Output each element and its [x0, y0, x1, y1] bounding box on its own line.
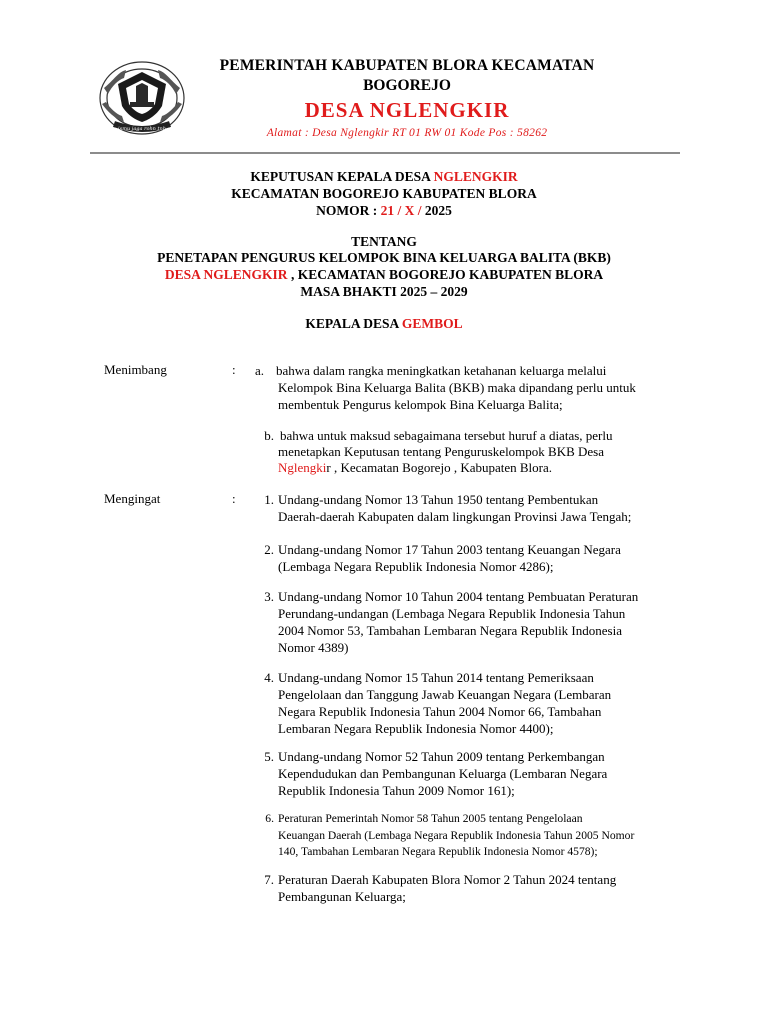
mengingat-item-number: 7.: [264, 872, 274, 887]
mengingat-item-line: Peraturan Pemerintah Nomor 58 Tahun 2005 tentang Pengelolaan: [278, 812, 583, 825]
mengingat-item-line: Keuangan Daerah (Lembaga Negara Republik Indonesia Tahun 2005 Nomor: [278, 828, 635, 842]
subject-line-2: [0, 266, 768, 283]
menimbang-a-line-1: bahwa dalam rangka meningkatkan ketahanan keluarga melalui: [276, 363, 607, 378]
mengingat-item-line: Undang-undang Nomor 17 Tahun 2003 tentang Keuangan Negara: [278, 542, 621, 557]
mengingat-item-line: Undang-undang Nomor 10 Tahun 2004 tentang Pembuatan Peraturan: [278, 589, 639, 604]
decree-kecamatan: KECAMATAN BOGOREJO KABUPATEN BLORA: [231, 186, 537, 201]
mengingat-item-line: Undang-undang Nomor 13 Tahun 1950 tentang Pembentukan: [278, 492, 599, 507]
mengingat-item-line: Kependudukan dan Pembangunan Keluarga (Lembaran Negara: [278, 766, 608, 781]
menimbang-b-rest: r , Kecamatan Bogorejo , Kabupaten Blora.: [326, 460, 553, 475]
kepala-desa-name: GEMBOL: [401, 316, 463, 331]
decree-number-prefix: NOMOR :: [316, 203, 381, 218]
government-line-2: BOGOREJO: [363, 77, 451, 94]
mengingat-item-line: Pengelolaan dan Tanggung Jawab Keuangan Negara (Lembaran: [278, 687, 612, 702]
tentang-heading: TENTANG: [351, 234, 417, 249]
menimbang-b-line-1: bahwa untuk maksud sebagaimana tersebut huruf a diatas, perlu: [280, 428, 613, 443]
village-name: DESA NGLENGKIR: [304, 98, 510, 122]
menimbang-colon: :: [232, 362, 236, 377]
mengingat-item-line: (Lembaga Negara Republik Indonesia Nomor 4286);: [278, 559, 554, 574]
mengingat-item-number: 1.: [264, 492, 274, 507]
address-line: Alamat : Desa Nglengkir RT 01 RW 01 Kode Pos : 58262: [266, 127, 548, 139]
logo-motto: ismu jaga rohn tnh: [118, 126, 166, 132]
decree-number: [0, 202, 768, 219]
menimbang-a-line-2: Kelompok Bina Keluarga Balita (BKB) maka dipandang perlu untuk: [278, 380, 636, 395]
mengingat-item-number: 3.: [264, 589, 274, 604]
mengingat-item-number: 5.: [264, 749, 274, 764]
mengingat-item-line: 2004 Nomor 53, Tambahan Lembaran Negara Republik Indonesia: [278, 623, 622, 638]
mengingat-item-line: Peraturan Daerah Kabupaten Blora Nomor 2 Tahun 2024 tentang: [278, 872, 617, 887]
menimbang-a-marker: a.: [254, 363, 264, 378]
mengingat-item-number: 6.: [265, 812, 274, 825]
mengingat-colon: :: [232, 491, 236, 506]
mengingat-label: Mengingat: [104, 491, 161, 506]
decree-title-prefix: KEPUTUSAN KEPALA DESA: [250, 169, 434, 184]
decree-number-year: 2025: [424, 203, 452, 218]
subject-village: DESA NGLENGKIR: [164, 267, 288, 282]
decree-title-village: NGLENGKIR: [433, 169, 518, 184]
mengingat-item-line: Nomor 4389): [278, 640, 349, 655]
kepala-desa-prefix: KEPALA DESA: [305, 316, 402, 331]
mengingat-item-number: 2.: [264, 542, 274, 557]
mengingat-item-line: Undang-undang Nomor 15 Tahun 2014 tentang Pemeriksaan: [278, 670, 594, 685]
mengingat-item-number: 4.: [264, 670, 274, 685]
kepala-desa-heading: [0, 315, 768, 332]
letterhead: [170, 56, 644, 139]
decree-number-value: 21 / X /: [380, 203, 425, 218]
letterhead-divider: [90, 152, 680, 154]
menimbang-b-village: Nglengki: [278, 460, 327, 475]
government-line-1: PEMERINTAH KABUPATEN BLORA KECAMATAN: [219, 57, 595, 74]
mengingat-item-line: 140, Tambahan Lembaran Negara Republik Indonesia Nomor 4578);: [278, 845, 598, 858]
menimbang-label: Menimbang: [104, 362, 167, 377]
subject-period: MASA BHAKTI 2025 – 2029: [300, 284, 468, 299]
mengingat-item-line: Republik Indonesia Tahun 2009 Nomor 161);: [278, 783, 515, 798]
menimbang-b-marker: b.: [264, 428, 274, 443]
subject-line-1: PENETAPAN PENGURUS KELOMPOK BINA KELUARGA BALITA (BKB): [157, 250, 611, 265]
mengingat-item-line: Negara Republik Indonesia Tahun 2004 Nomor 66, Tambahan: [278, 704, 602, 719]
menimbang-b-line-3: [278, 459, 704, 476]
mengingat-item-line: Lembaran Negara Republik Indonesia Nomor 4400);: [278, 721, 554, 736]
mengingat-item-line: Daerah-daerah Kabupaten dalam lingkungan Provinsi Jawa Tengah;: [278, 509, 632, 524]
menimbang-b-line-2: menetapkan Keputusan tentang Penguruskelompok BKB Desa: [278, 444, 605, 459]
mengingat-item-line: Undang-undang Nomor 52 Tahun 2009 tentang Perkembangan: [278, 749, 605, 764]
mengingat-item-line: Pembangunan Keluarga;: [278, 889, 406, 904]
mengingat-item-line: Perundang-undangan (Lembaga Negara Republik Indonesia Tahun: [278, 606, 626, 621]
subject-location: , KECAMATAN BOGOREJO KABUPATEN BLORA: [287, 267, 604, 282]
menimbang-a-line-3: membentuk Pengurus kelompok Bina Keluarga Balita;: [278, 397, 563, 412]
decree-title: [0, 168, 768, 185]
